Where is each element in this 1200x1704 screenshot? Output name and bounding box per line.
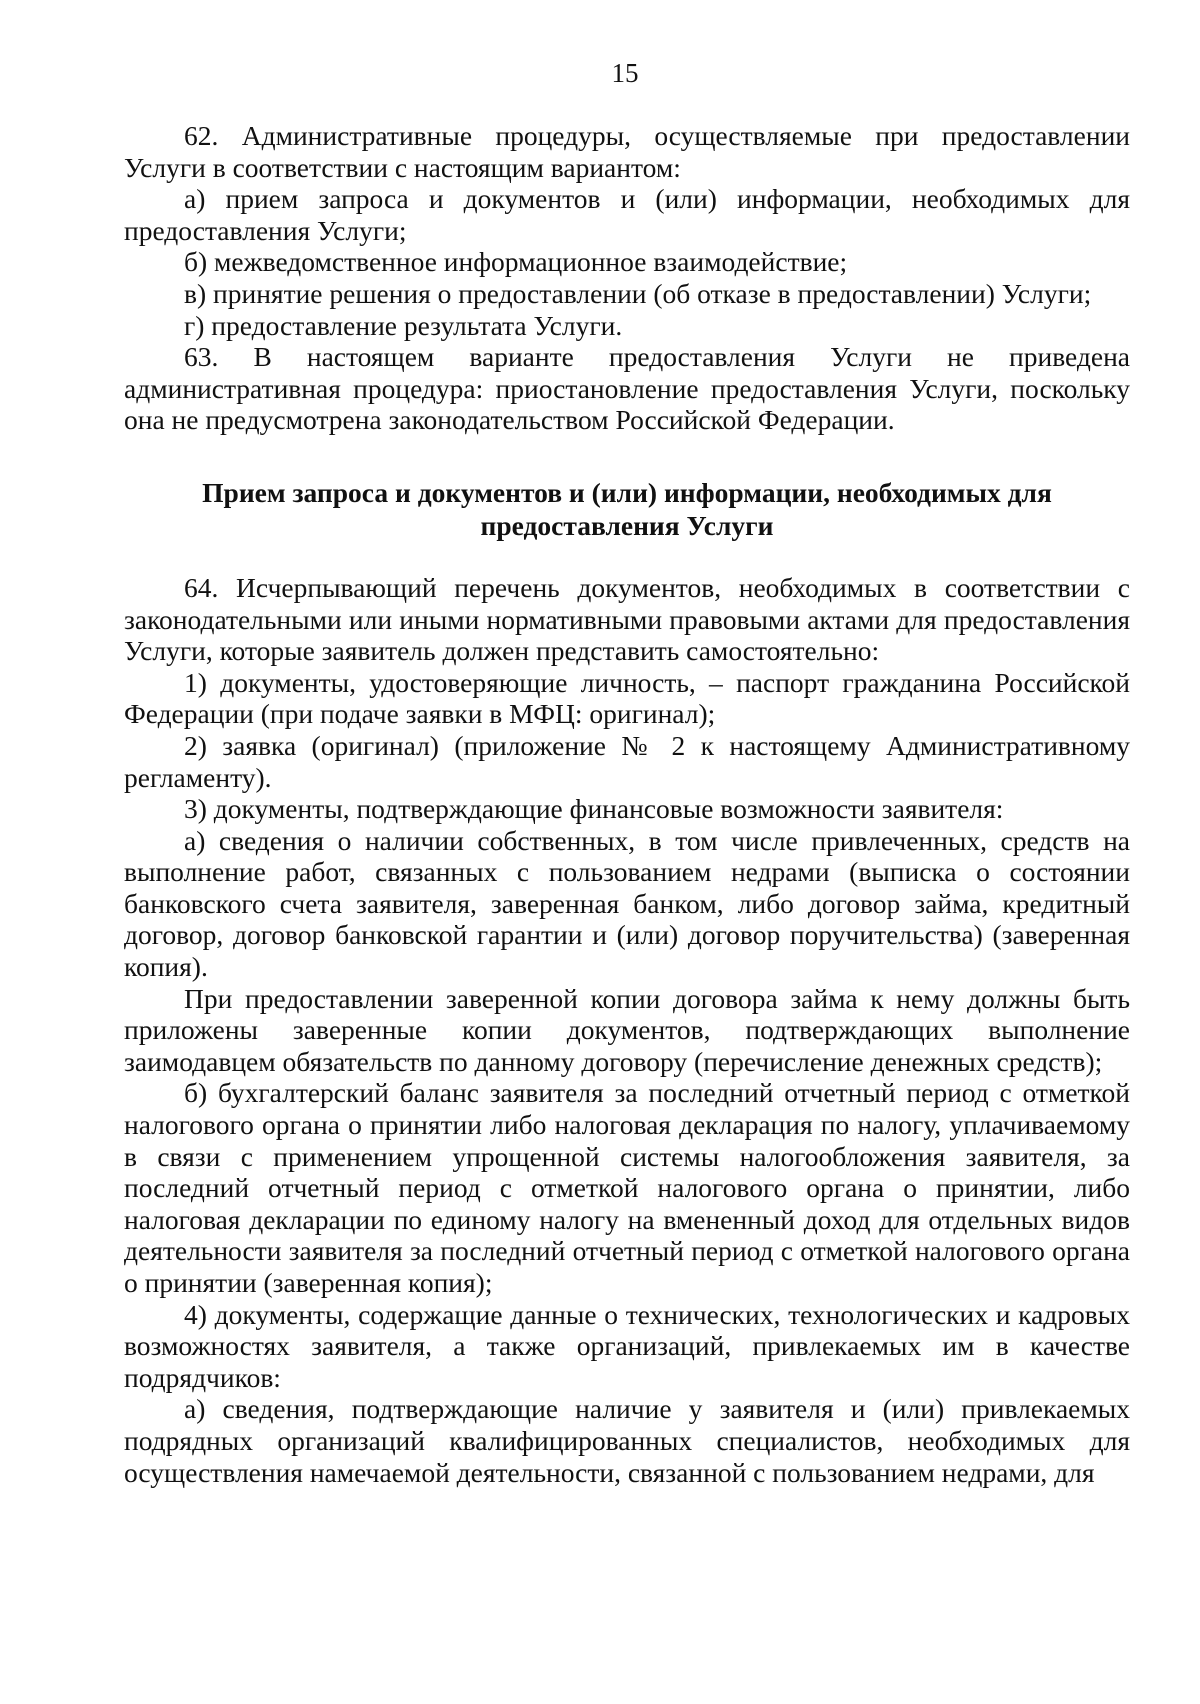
list-item-3: 3) документы, подтверждающие финансовые возможности заявителя: [184, 793, 1004, 825]
document-body [124, 120, 1130, 1488]
page-number: 15 [611, 58, 639, 88]
list-item-a: а) прием запроса и документов и (или) информации, необходимых для предоставления Услуги; [124, 183, 1130, 246]
list-item-3b: б) бухгалтерский баланс заявителя за последний отчетный период с отметкой налогового органа о принятии либо налоговая декларация по налогу, уплачиваемому в связи с применением упрощенной системы налогообложения заявителя, за последний отчетный период с отметкой налогового органа о принятии, либо налоговая декларации по единому налогу на вмененный доход для отдельных видов деятельности заявителя за последний отчетный период с отметкой налогового органа о принятии (заверенная копия); [124, 1077, 1130, 1298]
list-item-2: 2) заявка (оригинал) (приложение № 2 к настоящему Административному регламенту). [124, 729, 1130, 793]
loan-copy-paragraph: При предоставлении заверенной копии договора займа к нему должны быть приложены заверенные копии документов, подтверждающих выполнение заимодавцем обязательств по данному договору (перечисление денежных средств); [124, 982, 1130, 1077]
list-item-4a: а) сведения, подтверждающие наличие у заявителя и (или) привлекаемых подрядных организаций квалифицированных специалистов, необходимых для осуществления намечаемой деятельности, связанной с пользованием недрами, для [124, 1393, 1130, 1488]
section-heading-line-2: предоставления Услуги [480, 509, 774, 541]
list-item-4: 4) документы, содержащие данные о технических, технологических и кадровых возможностях заявителя, а также организаций, привлекаемых им в качестве подрядчиков: [124, 1298, 1130, 1393]
section-heading [124, 476, 1130, 542]
list-item-v: в) принятие решения о предоставлении (об отказе в предоставлении) Услуги; [184, 277, 1092, 309]
paragraph-62: 62. Административные процедуры, осуществляемые при предоставлении Услуги в соответствии с настоящим вариантом: [124, 120, 1130, 183]
list-item-g: г) предоставление результата Услуги. [184, 309, 623, 341]
list-item-1: 1) документы, удостоверяющие личность, – паспорт гражданина Российской Федерации (при подаче заявки в МФЦ: оригинал); [124, 666, 1130, 730]
list-item-b: б) межведомственное информационное взаимодействие; [184, 246, 848, 278]
paragraph-63: 63. В настоящем варианте предоставления Услуги не приведена административная процедура: приостановление предоставления Услуги, поскольку она не предусмотрена законодательством Российской Федерации. [124, 341, 1130, 436]
section-heading-line-1: Прием запроса и документов и (или) информации, необходимых для [202, 476, 1052, 508]
list-item-3a: а) сведения о наличии собственных, в том числе привлеченных, средств на выполнение работ, связанных с пользованием недрами (выписка о состоянии банковского счета заявителя, заверенная банком, либо договор займа, кредитный договор, договор банковской гарантии и (или) договор поручительства) (заверенная копия). [124, 824, 1130, 983]
paragraph-64: 64. Исчерпывающий перечень документов, необходимых в соответствии с законодательными или иными нормативными правовыми актами для предоставления Услуги, которые заявитель должен представить самостоятельно: [124, 571, 1130, 667]
